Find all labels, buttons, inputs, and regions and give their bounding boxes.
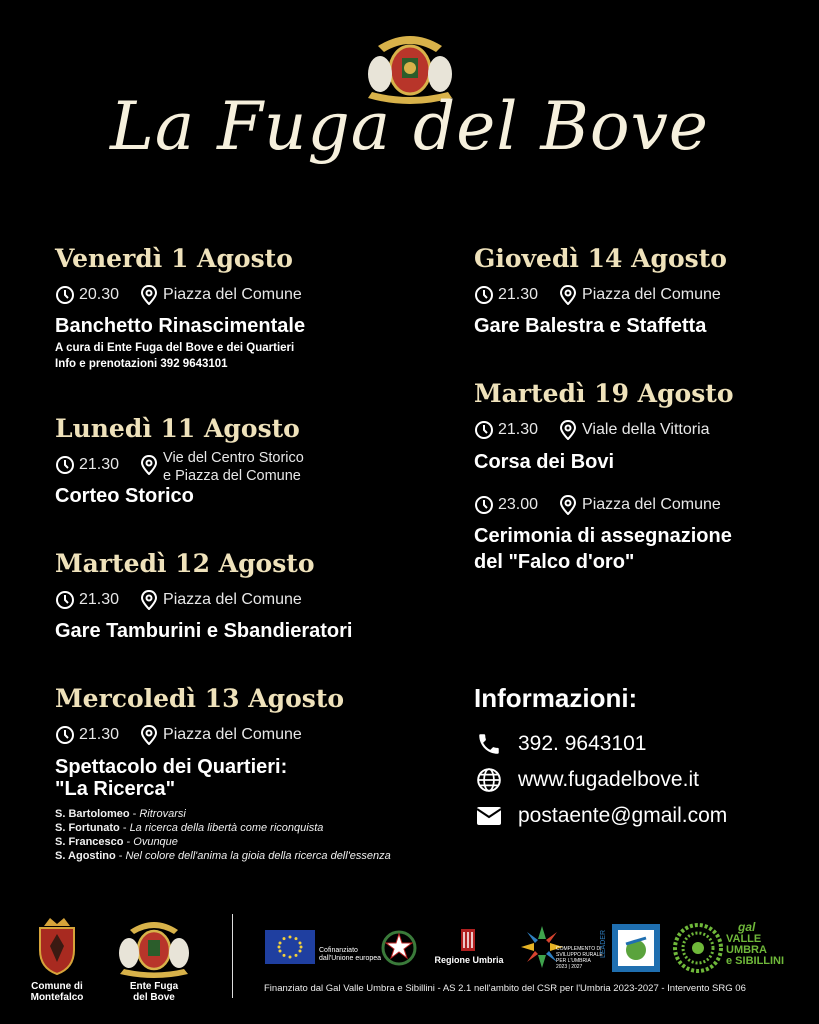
event-title: del "Falco d'oro" bbox=[474, 551, 635, 573]
event-note: A cura di Ente Fuga del Bove e dei Quartieri bbox=[55, 342, 295, 354]
web-row bbox=[474, 767, 699, 793]
event-title: "La Ricerca" bbox=[55, 778, 176, 800]
event-day: Lunedì 11 Agosto bbox=[55, 414, 300, 443]
event-day: Martedì 12 Agosto bbox=[55, 549, 315, 578]
event-place: Piazza del Comune bbox=[582, 496, 721, 513]
leader-logo bbox=[612, 924, 660, 972]
clock-icon bbox=[55, 725, 75, 745]
map-pin-icon bbox=[558, 420, 578, 440]
event-meta bbox=[55, 285, 302, 305]
event-time: 21.30 bbox=[498, 421, 539, 438]
event-place: Piazza del Comune bbox=[163, 726, 302, 743]
event-time: 21.30 bbox=[498, 286, 539, 303]
clock-icon bbox=[55, 455, 75, 475]
ente-label: Ente Fuga del Bove bbox=[129, 981, 179, 1003]
list-item: S. Bartolomeo - Ritrovarsi bbox=[55, 808, 186, 820]
clock-icon bbox=[55, 285, 75, 305]
event-time: 21.30 bbox=[79, 591, 120, 608]
comune-montefalco-logo bbox=[36, 916, 78, 976]
list-item: S. Agostino - Nel colore dell'anima la gioia della ricerca dell'essenza bbox=[55, 850, 391, 862]
event-meta bbox=[55, 725, 302, 745]
map-pin-icon bbox=[558, 495, 578, 515]
email-row bbox=[474, 803, 727, 829]
map-pin-icon bbox=[558, 285, 578, 305]
event-title: Spettacolo dei Quartieri: bbox=[55, 756, 288, 778]
event-place: Piazza del Comune bbox=[163, 591, 302, 608]
footer-divider bbox=[232, 914, 233, 998]
list-item: S. Francesco - Ovunque bbox=[55, 836, 178, 848]
page-title: La Fuga del Bove bbox=[109, 88, 709, 165]
event-day: Giovedì 14 Agosto bbox=[474, 244, 727, 273]
globe-icon bbox=[474, 767, 504, 793]
event-meta bbox=[474, 495, 721, 515]
email-link[interactable]: postaente@gmail.com bbox=[518, 804, 728, 827]
event-place: Vie del Centro Storico bbox=[163, 450, 304, 466]
list-item: S. Fortunato - La ricerca della libertà come riconquista bbox=[55, 822, 324, 834]
ente-fuga-logo bbox=[112, 916, 196, 980]
event-day: Mercoledì 13 Agosto bbox=[55, 684, 345, 713]
event-title: Corsa dei Bovi bbox=[474, 451, 615, 473]
event-meta bbox=[55, 590, 302, 610]
gal-wheel-logo bbox=[672, 922, 724, 974]
event-time: 21.30 bbox=[79, 726, 120, 743]
csr-caption: COMPLEMENTO DI SVILUPPO RURALE PER L'UMBRIA 2023 | 2027 bbox=[556, 946, 603, 970]
event-time: 23.00 bbox=[498, 496, 539, 513]
clock-icon bbox=[474, 420, 494, 440]
event-title: Cerimonia di assegnazione bbox=[474, 525, 732, 547]
map-pin-icon bbox=[139, 455, 159, 475]
eu-flag-icon bbox=[265, 930, 315, 964]
event-place: Piazza del Comune bbox=[582, 286, 721, 303]
regione-label: Regione Umbria bbox=[434, 955, 504, 965]
event-place: Piazza del Comune bbox=[163, 286, 302, 303]
map-pin-icon bbox=[139, 285, 159, 305]
event-place: e Piazza del Comune bbox=[163, 468, 301, 484]
event-time: 21.30 bbox=[79, 456, 120, 473]
event-time: 20.30 bbox=[79, 286, 120, 303]
gal-label: VALLE UMBRA e SIBILLINI bbox=[726, 933, 785, 967]
eu-caption: Cofinanziato dall'Unione europea bbox=[319, 947, 382, 962]
event-title: Banchetto Rinascimentale bbox=[55, 315, 306, 337]
event-note: Info e prenotazioni 392 9643101 bbox=[55, 358, 228, 370]
info-heading: Informazioni: bbox=[474, 683, 638, 713]
phone-row bbox=[474, 731, 646, 757]
gal-small-label: gal bbox=[738, 920, 756, 934]
clock-icon bbox=[474, 495, 494, 515]
funding-note: Finanziato dal Gal Valle Umbra e Sibillini - AS 2.1 nell'ambito del CSR per l'Umbria 2023-2027 - Intervento SRG 06 bbox=[264, 983, 746, 994]
regione-umbria-logo bbox=[460, 928, 476, 952]
event-title: Gare Balestra e Staffetta bbox=[474, 315, 707, 337]
italian-republic-emblem bbox=[381, 928, 417, 968]
event-meta bbox=[55, 449, 304, 485]
comune-label: Comune di Montefalco bbox=[30, 981, 84, 1003]
phone-number[interactable]: 392. 9643101 bbox=[518, 732, 647, 755]
clock-icon bbox=[55, 590, 75, 610]
website-link[interactable]: www.fugadelbove.it bbox=[518, 768, 699, 791]
event-place: Viale della Vittoria bbox=[582, 421, 710, 438]
map-pin-icon bbox=[139, 725, 159, 745]
event-title: Corteo Storico bbox=[55, 485, 194, 507]
quartieri-list bbox=[55, 807, 391, 863]
event-day: Martedì 19 Agosto bbox=[474, 379, 734, 408]
clock-icon bbox=[474, 285, 494, 305]
leader-label: LEADER bbox=[600, 930, 607, 959]
event-meta bbox=[474, 285, 721, 305]
phone-icon bbox=[474, 731, 504, 757]
event-title: Gare Tamburini e Sbandieratori bbox=[55, 620, 353, 642]
map-pin-icon bbox=[139, 590, 159, 610]
event-meta bbox=[474, 420, 710, 440]
event-day: Venerdì 1 Agosto bbox=[55, 244, 293, 273]
envelope-icon bbox=[474, 803, 504, 829]
